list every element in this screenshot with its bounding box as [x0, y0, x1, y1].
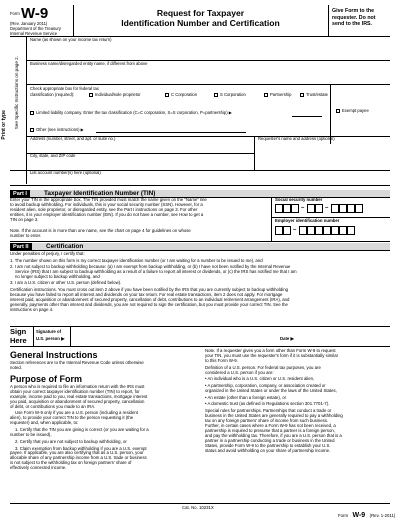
form-number: W-9: [21, 5, 49, 22]
give-form-note-3: send to the IRS.: [332, 21, 373, 27]
address-label: Address (number, street, and apt. or suite no.): [30, 136, 116, 141]
business-name-field[interactable]: [27, 61, 390, 84]
sign-label: Sign: [10, 327, 27, 336]
ein-field[interactable]: [275, 226, 385, 236]
bullet-trust: • A domestic trust (as defined in Regulations section 301.7701-7).: [205, 401, 330, 407]
note-line-2: your TIN, you must use the requester's form if it is substantially similar: [205, 352, 339, 358]
cert-under-penalties: Under penalties of perjury, I certify that:: [10, 251, 85, 256]
ein-digit[interactable]: [331, 226, 339, 235]
cert-item-2-line-3: no longer subject to backup withholding, and: [15, 273, 100, 279]
ssn-digit[interactable]: [275, 204, 283, 213]
address-field[interactable]: [27, 137, 253, 153]
part1-text-line-2: to avoid backup withholding. For individuals, this is your social security number (SSN). However, for a: [10, 201, 203, 207]
signature-field[interactable]: [71, 327, 271, 345]
side-label: [2, 44, 24, 164]
ssn-digit[interactable]: [283, 204, 291, 213]
c-corp-label: C Corporation: [171, 91, 198, 97]
classification-label-1: Check appropriate box for federal tax: [30, 86, 99, 91]
part1-text-line-5: TIN on page 3.: [10, 216, 39, 222]
pf-line-2: obtain your correct taxpayer identification number (TIN) to report, for: [10, 388, 140, 394]
special-rules-line-1: Special rules for partnerships. Partnerships that conduct a trade or: [205, 408, 332, 414]
cert-item-2-line-2: Service (IRS) that I am subject to backup withholding as a result of a failure to report all interest or dividends, or (c) the IRS has notified me that I am: [15, 269, 297, 274]
partnership-checkbox[interactable]: [264, 93, 268, 97]
ssn-digit[interactable]: [347, 204, 355, 213]
pf-line-4: you paid, acquisition or abandonment of secured property, cancellation: [10, 398, 145, 404]
footer-form-id: [338, 504, 396, 519]
special-rules-line-2: business in the United States are generally required to pay a withholding: [205, 413, 343, 419]
catalog-number: Cat. No. 10231X: [182, 505, 214, 510]
ssn-label: Social security number: [275, 197, 323, 202]
cert-item-3: 3. I am a U.S. citizen or other U.S. person (defined below).: [10, 280, 122, 286]
s-corp-checkbox[interactable]: [214, 93, 218, 97]
certify-1-line-2: number to be issued),: [10, 432, 52, 438]
certify-1-line-1: 1. Certify that the TIN you are giving is correct (or you are waiting for a: [15, 427, 149, 433]
special-rules-line-4: Further, in certain cases where a Form W-9 has not been received, a: [205, 422, 336, 428]
signature-label-2: U.S. person ▶: [36, 336, 65, 341]
ein-digit[interactable]: [275, 226, 283, 235]
definition-line-1: Definition of a U.S. person. For federal tax purposes, you are: [205, 364, 321, 370]
city-label: City, state, and ZIP code: [30, 153, 76, 158]
part1-note: [10, 229, 260, 239]
definition-line-2: considered a U.S. person if you are:: [205, 369, 274, 375]
individual-label: Individual/sole proprietor: [95, 91, 141, 97]
use-line-3: requester) and, when applicable, to:: [10, 420, 79, 426]
ein-label: Employer identification number: [275, 218, 340, 223]
ssn-digit[interactable]: [291, 204, 299, 213]
general-instructions-text: [10, 361, 200, 371]
other-label: Other (see instructions) ▶: [36, 126, 84, 132]
ssn-dash: –: [325, 205, 329, 211]
trust-checkbox[interactable]: [300, 93, 304, 97]
cert-instructions-line-3: interest paid, acquisition or abandonment of secured property, cancellation of debt, contributions to an individual retirement arrangement (IRA), and: [10, 296, 290, 302]
certify-3-line-4: is not subject to the withholding tax on foreign partners' share of: [10, 460, 132, 466]
special-rules-line-7: partner in a partnership conducting a trade or business in the United: [205, 437, 335, 443]
trust-label: Trust/estate: [306, 91, 328, 97]
cert-item-2-line-1: 2. I am not subject to backup withholding because: (a) I am exempt from backup withholding, or (b) I have not been notified by the Internal Revenue: [10, 264, 291, 270]
ssn-digit[interactable]: [355, 204, 363, 213]
signature-label-1: Signature of: [36, 329, 62, 334]
footer-revision: (Rev. 1-2011): [369, 513, 396, 518]
form-revision: (Rev. January 2011): [10, 21, 48, 26]
special-rules-line-8: States, provide Form W-9 to the partnership to establish your U.S.: [205, 442, 331, 448]
form-label: Form: [10, 11, 20, 16]
purpose-of-form-text: [10, 385, 200, 471]
cert-item-1: 1. The number shown on this form is my correct taxpayer identification number (or I am waiting for a number to be issued to me), and: [10, 257, 263, 263]
pf-line-5: of debt, or contributions you made to an IRA.: [10, 403, 96, 409]
pf-line-3: example, income paid to you, real estate transactions, mortgage interest: [10, 393, 148, 399]
name-field-label: Name (as shown on your income tax return): [30, 37, 112, 42]
part1-instructions: [10, 198, 260, 223]
special-rules-line-3: tax on any foreign partners' share of income from such business.: [205, 418, 329, 424]
classification-label-2: classification (required):: [30, 91, 75, 97]
part1-text-line-1: Enter your TIN in the appropriate box. The TIN provided must match the name given on the "Name" line: [10, 197, 207, 202]
ssn-field[interactable]: [275, 204, 385, 214]
here-label: Here: [10, 336, 27, 345]
certify-3-line-1: 3. Claim exemption from backup withholding if you are a U.S. exempt: [15, 445, 147, 451]
cert-instructions-line-1: Certification instructions. You must cross out item 2 above if you have been notified by the IRS that you are currently subject to backup withholding: [10, 287, 289, 292]
footer-form-number: W-9: [352, 512, 366, 519]
requester-field[interactable]: [255, 137, 390, 170]
note-line-3: to this Form W-9.: [205, 357, 238, 363]
special-rules-line-6: and pay the withholding tax. Therefore, if you are a U.S. person that is a: [205, 432, 342, 438]
form-title: Request for Taxpayer: [156, 8, 245, 18]
name-field[interactable]: [27, 37, 390, 60]
gi-line-2: noted.: [10, 364, 22, 370]
date-label: Date ▶: [280, 336, 294, 341]
use-line-1: Use Form W-9 only if you are a U.S. person (including a resident: [15, 410, 138, 416]
ssn-dash: –: [301, 205, 305, 211]
part1-text-line-4: entities, it is your employer identification number (EIN). If you do not have a number, see How to get a: [10, 211, 204, 217]
give-form-note-1: Give Form to the: [332, 8, 375, 14]
side-label-instructions: See Specific Instructions on page 2.: [14, 55, 20, 130]
certify-3-line-5: effectively connected income.: [10, 465, 67, 471]
pf-line-1: A person who is required to file an information return with the IRS must: [10, 384, 145, 389]
date-field[interactable]: [298, 327, 390, 345]
ein-digit[interactable]: [283, 226, 291, 235]
ein-digit[interactable]: [315, 226, 323, 235]
ssn-digit[interactable]: [331, 204, 339, 213]
ein-dash: –: [293, 227, 297, 233]
s-corp-label: S Corporation: [220, 91, 246, 97]
bullet-individual: • An individual who is a U.S. citizen or U.S. resident alien,: [205, 376, 315, 382]
ssn-digit[interactable]: [307, 204, 315, 213]
business-name-label: Business name/disregarded entity name, if different from above: [30, 61, 148, 66]
other-checkbox[interactable]: [30, 128, 34, 132]
ein-digit[interactable]: [307, 226, 315, 235]
give-form-note-2: requester. Do not: [332, 14, 376, 21]
cert-instructions-line-5: instructions on page 4.: [10, 306, 54, 312]
individual-checkbox[interactable]: [89, 93, 93, 97]
special-rules-line-5: partnership is required to presume that a partner is a foreign person,: [205, 427, 335, 433]
cert-instructions-line-4: generally, payments other than interest and dividends, you are not required to sign the certification, but you must provide your correct TIN. See the: [10, 301, 288, 307]
llc-entry-line[interactable]: [292, 116, 322, 117]
part1-label: Part I: [10, 190, 30, 197]
part2-title: Certification: [46, 243, 84, 250]
purpose-of-form-heading: Purpose of Form: [10, 374, 83, 384]
certify-3-line-3: allocable share of any partnership income from a U.S. trade or business: [10, 455, 147, 461]
part1-title: Taxpayer Identification Number (TIN): [44, 190, 156, 197]
certify-2: 2. Certify that you are not subject to backup withholding, or: [15, 438, 127, 444]
bullet-estate: • An estate (other than a foreign estate), or: [205, 394, 287, 400]
general-instructions-heading: General Instructions: [10, 350, 98, 360]
part1-note-line-1: Note. If the account is in more than one name, see the chart on page 4 for guidelines on whose: [10, 228, 191, 233]
special-rules-line-9: status and avoid withholding on your share of partnership income.: [205, 447, 331, 453]
exempt-payee-label: Exempt payee: [342, 107, 369, 113]
part2-label: Part II: [10, 243, 32, 250]
right-column-text: [205, 349, 390, 454]
gi-line-1: Section references are to the Internal Revenue Code unless otherwise: [10, 360, 144, 365]
exempt-payee-checkbox[interactable]: [336, 109, 340, 113]
agency: Internal Revenue Service: [10, 30, 58, 36]
certify-3-line-2: payee. If applicable, you are also certifying that as a U.S. person, your: [10, 450, 144, 456]
department: Department of the Treasury: [10, 26, 61, 31]
llc-label: Limited liability company. Enter the tax classification (C=C corporation, S=S corporation, P=partnership) ▶: [36, 109, 232, 115]
note-line-1: Note. If a requester gives you a form other than Form W-9 to request: [205, 348, 336, 353]
account-field[interactable]: [27, 171, 390, 184]
use-line-2: alien), to provide your correct TIN to the person requesting it (the: [10, 415, 134, 421]
part1-text-line-3: resident alien, sole proprietor, or disregarded entity, see the Part I instructions on page 3. For other: [10, 206, 198, 212]
certification-text: [10, 252, 390, 313]
form-subtitle: Identification Number and Certification: [121, 18, 280, 28]
account-label: List account number(s) here (optional): [30, 170, 101, 175]
other-entry-line[interactable]: [96, 132, 246, 133]
cert-instructions-line-2: because you have failed to report all interest and dividends on your tax return. For real estate transactions, item 2 does not apply. For mortgage: [10, 291, 283, 297]
partnership-label: Partnership: [270, 91, 292, 97]
requester-label: Requester's name and address (optional): [258, 136, 335, 141]
c-corp-checkbox[interactable]: [165, 93, 169, 97]
ssn-digit[interactable]: [315, 204, 323, 213]
bullet-partnership-line-2: organized in the United States or under the laws of the United States,: [205, 387, 337, 393]
ein-digit[interactable]: [299, 226, 307, 235]
part1-note-line-2: number to enter.: [10, 232, 42, 238]
footer-form-label: Form: [338, 513, 349, 518]
ssn-digit[interactable]: [339, 204, 347, 213]
side-label-print: Print or type: [0, 110, 7, 140]
ein-digit[interactable]: [339, 226, 347, 235]
city-field[interactable]: [27, 154, 253, 170]
ein-digit[interactable]: [347, 226, 355, 235]
llc-checkbox[interactable]: [30, 111, 34, 115]
ein-digit[interactable]: [323, 226, 331, 235]
bullet-partnership-line-1: • A partnership, corporation, company, or association created or: [205, 383, 326, 389]
